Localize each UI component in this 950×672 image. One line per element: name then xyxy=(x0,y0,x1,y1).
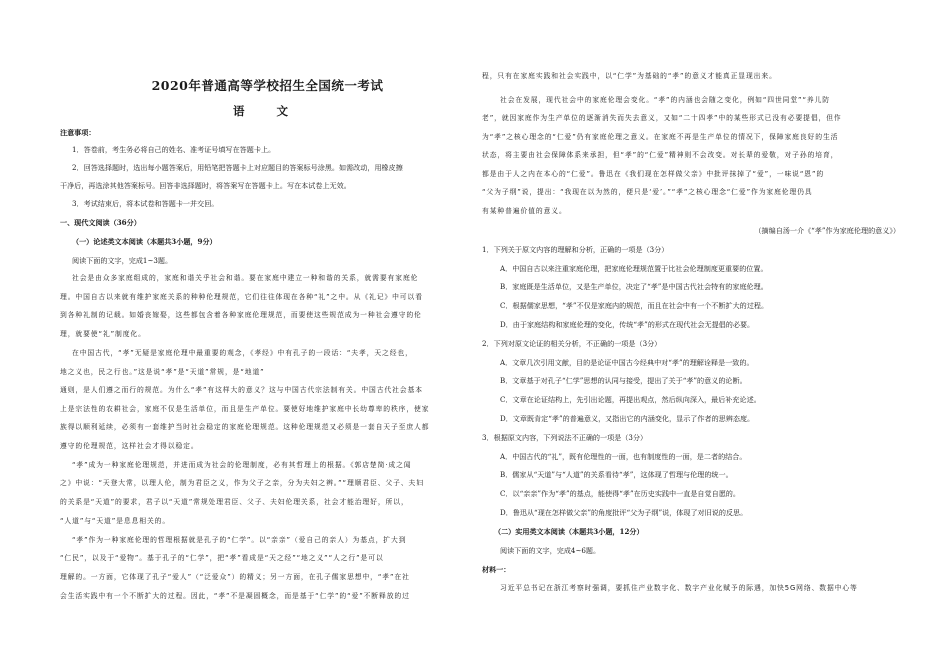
right-text-line: 程，只有在家庭实践和社会实践中，以“仁学”为基础的“孝”的意义才能真正显现出来。 xyxy=(482,72,777,80)
right-text-line: C．以“亲亲”作为“孝”的基点，能使得“孝”在历史实践中一直是自觉自愿的。 xyxy=(500,489,740,498)
right-text-line: C．文章在论证结构上，先引出论题，再提出观点，然后纵向深入，最后补充论述。 xyxy=(500,395,761,404)
left-text-line: 理，就要使“礼”制度化。 xyxy=(60,330,146,338)
subject-title: 语 文 xyxy=(232,104,302,118)
right-text-line: C．根据儒家思想，“孝”不仅是家庭内的规范，而且在社会中有一个不断扩大的过程。 xyxy=(500,301,769,310)
right-text-line: 材料一： xyxy=(482,565,511,574)
left-text-line: 理。中国自古以来就有维护家庭关系的种种伦理规范，它们往往体现在各种“礼”之中。从《礼记》中可以看 xyxy=(60,293,423,301)
left-text-line: 干净后，再选涂其他答案标号。回答非选择题时，将答案写在答题卡上。写在本试卷上无效。 xyxy=(60,181,351,190)
right-text-line: （二）实用类文本阅读（本题共3小题，12分） xyxy=(494,527,644,536)
left-text-line: 注意事项： xyxy=(60,128,96,137)
right-text-line: D．由于家庭结构和家庭伦理的变化，传统“孝”的形式在现代社会无提倡的必要。 xyxy=(500,320,755,329)
left-text-line: 会生活实践中有一个不断扩大的过程。因此，“孝”不是凝固概念，而是基于“仁学”的“爱”不断释放的过 xyxy=(60,592,410,600)
right-text-line: 为“孝”之核心理念的“仁爱”仍有家庭伦理之意义。在家庭不再是生产单位的情况下，保障家庭良好的生活 xyxy=(482,133,839,141)
left-text-line: “孝”作为一种家庭伦理的哲理根据就是孔子的“仁学”。以“亲亲”（爱自己的亲人）为基点，扩大到 xyxy=(72,536,407,544)
left-text-line: 之》中说：“天登大常，以理人伦，制为君臣之义，作为父子之亲，分为夫妇之辨。”“理顺君臣、父子、夫妇 xyxy=(60,479,424,487)
left-text-line: 理解的。一方面，它体现了孔子“爱人”（“泛爱众”）的精义；另一方面，在孔子儒家思想中，“孝”在社 xyxy=(60,573,410,581)
right-text-line: A．中国自古以来注重家庭伦理，把家庭伦理规范置于比社会伦理制度更重要的位置。 xyxy=(500,264,768,273)
right-text-line: 习近平总书记在浙江考察时强调，要抓住产业数字化、数字产业化赋予的际遇，加快5G网络、数据中心等 xyxy=(500,584,858,592)
left-text-line: 地之义也，民之行也。”这是说“孝”是“天道”常规，是“地道” xyxy=(60,368,265,376)
right-text-line: B．儒家从“天道”与“人道”的关系看待“孝”，这体现了哲理与伦理的统一。 xyxy=(500,470,733,479)
right-text-line: 2．下列对原文论证的相关分析，不正确的一项是（3分） xyxy=(482,339,662,348)
left-text-line: 1．答卷前，考生务必将自己的姓名、准考证号填写在答题卡上。 xyxy=(72,145,276,154)
left-text-line: 遵守的伦理规范，这样社会才得以稳定。 xyxy=(60,442,199,450)
right-text-line: A．中国古代的“礼”，既有伦理性的一面，也有制度性的一面，是二者的结合。 xyxy=(500,452,747,461)
left-text-line: “孝”成为一种家庭伦理规范，并进而成为社会的伦理制度，必有其哲理上的根据。《郭店楚简·成之闻 xyxy=(72,461,412,469)
left-text-line: “人道”与“天道”是息息相关的。 xyxy=(60,517,171,525)
right-text-line: 1．下列关于原文内容的理解和分析，正确的一项是（3分） xyxy=(482,245,669,254)
right-text-line: 老”，就因家庭作为生产单位的逐渐消失而失去意义，又如“二十四孝”中的某些形式已没有必要提倡，但作 xyxy=(482,114,842,122)
left-text-line: 一、现代文阅读（36分） xyxy=(60,218,141,227)
left-text-line: 社会是由众多家庭组成的，家庭和谐关乎社会和谐。要在家庭中建立一种和谐的关系，就需要有家庭伦 xyxy=(72,274,419,282)
left-text-line: 通则，是人们遵之而行的规范。为什么“孝”有这样大的意义？这与中国古代宗法制有关。中国古代社会基本 xyxy=(60,386,423,394)
left-text-line: 的关系是“天道”的要求，君子以“天道”常规处理君臣、父子、夫妇伦理关系，社会才能治理好，所以， xyxy=(60,498,409,506)
left-text-line: 族得以顺利延续，必须有一套维护当时社会稳定的家庭伦理规范。这种伦理规范又必须是一套自天子至庶人都 xyxy=(60,423,430,431)
right-text-line: 3．根据原文内容，下列说法不正确的一项是（3分） xyxy=(482,433,648,442)
left-text-line: 上是宗法性的农耕社会，家庭不仅是生活单位，而且是生产单位。要使好地维护家庭中长幼尊卑的秩序，使家 xyxy=(60,405,430,413)
exam-title: 2020年普通高等学校招生全国统一考试 xyxy=(151,78,384,93)
left-text-line: 在中国古代，“孝”无疑是家庭伦理中最重要的观念，《孝经》中有孔子的一段话：“夫孝，天之经也， xyxy=(72,349,413,357)
right-text-line: 阅读下面的文字，完成4~6题。 xyxy=(500,546,601,555)
right-text-line: B．家庭既是生活单位，又是生产单位，决定了“孝”是中国古代社会特有的家庭伦理。 xyxy=(500,282,768,291)
right-text-line: B．文章基于对孔子“仁学”思想的认同与接受，提出了关于“孝”的意义的论断。 xyxy=(500,376,747,385)
right-text-line: （摘编自汤一介《“孝”作为家庭伦理的意义》） xyxy=(754,226,900,235)
left-text-line: 到各种礼制的记载。如婚丧嫁娶，这些都包含着各种家庭伦理规范，而要使这些规范成为一种社会遵守的伦 xyxy=(60,311,422,319)
right-text-line: D．鲁迅从“现在怎样做父亲”的角度批评“父为子纲”说，体现了对旧说的反思。 xyxy=(500,508,748,517)
right-text-line: D．文章既肯定“孝”的普遍意义，又指出它的内涵变化，显示了作者的思辨态度。 xyxy=(500,414,755,423)
right-text-line: “父为子纲”说，提出：“我现在以为然的，便只是‘爱’。”“孝”之核心理念“仁爱”作为家庭伦理仍具 xyxy=(482,188,813,196)
right-text-line: 状态，将主要由社会保障体系来承担，但“孝”的“仁爱”精神则不会改变。对长辈的爱敬，对子孙的培育， xyxy=(482,151,839,159)
left-text-line: （一）论述类文本阅读（本题共3小题，9分） xyxy=(72,237,217,246)
left-text-line: 3．考试结束后，将本试卷和答题卡一并交回。 xyxy=(72,199,219,208)
left-text-line: “仁民”，以及于“爱物”。基于孔子的“仁学”，把“孝”看成是“天之经”“地之义”“人之行”是可以 xyxy=(60,554,384,562)
right-text-line: A．文章几次引用文献，目的是论证中国古今经典中对“孝”的理解诠释是一致的。 xyxy=(500,358,754,367)
right-text-line: 有某种普遍价值的意义。 xyxy=(482,207,567,215)
left-text-line: 2．回答选择题时，选出每小题答案后，用铅笔把答题卡上对应题目的答案标号涂黑。如需改动，用橡皮擦 xyxy=(72,163,403,172)
right-text-line: 都是由于人之内在本心的“仁爱”。鲁迅在《我们现在怎样做父亲》中批评抹掉了“爱”，一味说“恩”的 xyxy=(482,170,825,178)
left-text-line: 阅读下面的文字，完成1~3题。 xyxy=(72,256,173,265)
right-text-line: 社会在发展，现代社会中的家庭伦理会变化。“孝”的内涵也会随之变化，例如“四世同堂”“养儿防 xyxy=(500,96,830,104)
